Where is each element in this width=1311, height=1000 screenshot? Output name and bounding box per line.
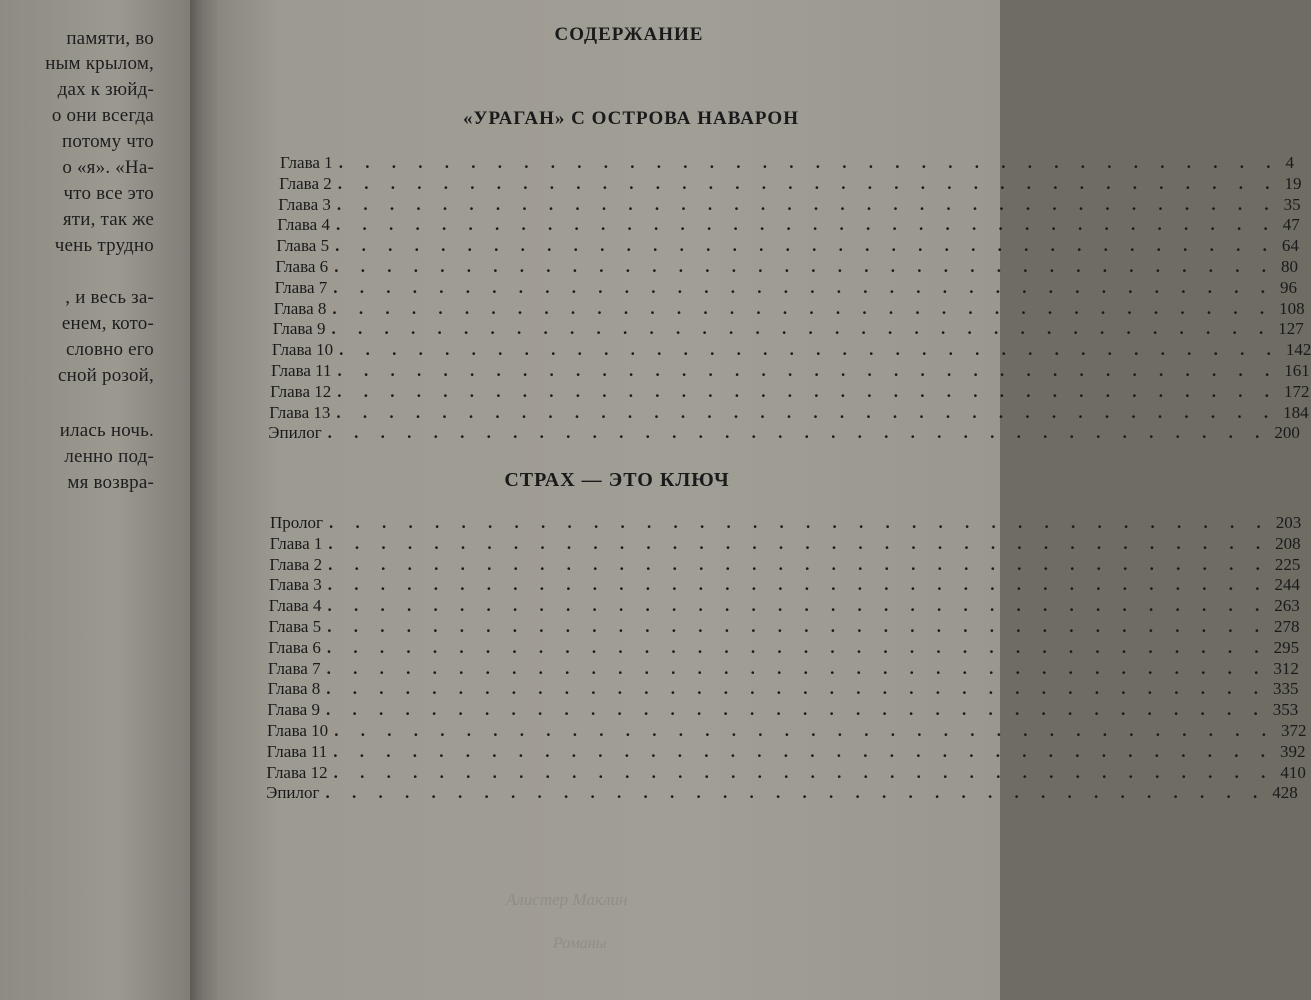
left-page-text-line: илась ночь. [59, 420, 154, 441]
toc-entry-label: Эпилог [266, 783, 320, 803]
toc-entry-label: Глава 9 [272, 319, 326, 339]
toc-leader-dots: . . . . . . . . . . . . . . . . . . . . . . . . . . . . . . . . . . . . [327, 423, 1269, 443]
toc-entry [267, 679, 1299, 700]
toc-entry [270, 381, 1310, 403]
toc-entry-label: Глава 3 [269, 575, 322, 595]
toc-entry [276, 236, 1299, 257]
left-page-text-line: енем, кото- [61, 313, 154, 334]
toc-entry-page-number: 278 [1273, 617, 1300, 636]
toc-entry [273, 298, 1305, 320]
toc-entry [269, 575, 1301, 596]
toc-leader-dots: . . . . . . . . . . . . . . . . . . . . . . . . . . . . . . . . . . . . [333, 741, 1274, 761]
toc-entry [268, 423, 1300, 444]
toc-entry-page-number: 200 [1274, 423, 1300, 443]
toc-entry-label: Глава 10 [267, 721, 329, 740]
toc-entry-page-number: 372 [1280, 721, 1307, 740]
toc-leader-dots: . . . . . . . . . . . . . . . . . . . . . . . . . . . . . . . . . . . . [336, 402, 1278, 422]
toc-entry [266, 783, 1298, 804]
toc-leader-dots: . . . . . . . . . . . . . . . . . . . . . . . . . . . . . . . . . . . . [334, 721, 1275, 740]
toc-entry-page-number: 203 [1275, 513, 1302, 532]
toc-entry-page-number: 47 [1282, 215, 1300, 235]
toc-entry [266, 741, 1306, 763]
toc-entry-page-number: 335 [1273, 679, 1299, 699]
section-title: СТРАХ — ЭТО КЛЮЧ [504, 469, 730, 491]
toc-entry-label: Глава 1 [269, 533, 323, 553]
toc-entry-label: Глава 4 [277, 215, 330, 235]
toc-entry-page-number: 108 [1279, 298, 1305, 318]
toc-entry-page-number: 127 [1278, 319, 1304, 339]
bleed-through-author: Алистер Маклин [506, 890, 628, 909]
bleed-through-subtitle: Романы [553, 935, 607, 952]
toc-entry [278, 194, 1301, 216]
toc-entry [268, 596, 1300, 617]
toc-entry [268, 637, 1300, 659]
toc-entry-page-number: 35 [1283, 194, 1301, 214]
toc-entry-label: Глава 2 [279, 173, 332, 193]
toc-leader-dots: . . . . . . . . . . . . . . . . . . . . . . . . . . . . . . . . . . . . [325, 783, 1267, 803]
toc-entry-label: Глава 8 [273, 298, 327, 318]
left-page-text-line: ным крылом, [45, 53, 154, 74]
left-page-text-line: о они всегда [51, 105, 154, 126]
toc-entry-label: Глава 6 [268, 637, 321, 657]
toc-entry [267, 700, 1299, 721]
toc-leader-dots: . . . . . . . . . . . . . . . . . . . . . . . . . . . . . . . . . . . . [337, 361, 1279, 380]
left-page-text-line: сной розой, [57, 365, 154, 386]
toc-entry-page-number: 161 [1284, 361, 1310, 380]
toc-entry-label: Глава 5 [276, 236, 330, 256]
toc-entry [266, 762, 1306, 784]
toc-leader-dots: . . . . . . . . . . . . . . . . . . . . . . . . . . . . . . . . . . . . [333, 762, 1275, 782]
toc-entry [271, 340, 1311, 361]
toc-leader-dots: . . . . . . . . . . . . . . . . . . . . . . . . . . . . . . . . . . . . [328, 554, 1269, 574]
toc-entry-page-number: 428 [1272, 783, 1298, 803]
toc-entry [274, 277, 1298, 299]
left-page-text-line: дах к зюйд- [57, 79, 154, 100]
section-title: «УРАГАН» С ОСТРОВА НАВАРОН [463, 108, 799, 129]
toc-entry-page-number: 392 [1279, 741, 1306, 761]
toc-entry [267, 658, 1299, 680]
left-page-text-line: словно его [65, 339, 154, 360]
toc-entry-page-number: 80 [1280, 257, 1298, 276]
left-page-text-line: чень трудно [54, 235, 154, 256]
toc-entry-page-number: 410 [1280, 762, 1306, 782]
toc-entry-label: Глава 7 [274, 277, 328, 297]
toc-entry-page-number: 184 [1283, 402, 1309, 422]
toc-leader-dots: . . . . . . . . . . . . . . . . . . . . . . . . . . . . . . . . . . . . [339, 340, 1280, 360]
left-page-text-line: потому что [62, 131, 154, 152]
left-page-text-line: мя возвра- [67, 472, 154, 493]
toc-entry-label: Глава 8 [267, 679, 321, 699]
toc-entry-page-number: 64 [1281, 236, 1299, 256]
toc-entry [271, 361, 1310, 382]
toc-entry-label: Глава 2 [269, 554, 323, 574]
toc-entry-label: Глава 3 [278, 194, 331, 214]
toc-entry-label: Глава 13 [269, 402, 331, 422]
toc-leader-dots: . . . . . . . . . . . . . . . . . . . . . . . . . . . . . . . . . . . . [337, 381, 1279, 401]
toc-leader-dots: . . . . . . . . . . . . . . . . . . . . . . . . . . . . . . . . . . . . [328, 533, 1270, 553]
toc-leader-dots: . . . . . . . . . . . . . . . . . . . . . . . . . . . . . . . . . . . . [334, 257, 1275, 276]
left-page-text-line: ленно под- [64, 446, 154, 467]
toc-entry-page-number: 312 [1273, 658, 1299, 678]
left-page-text-line: яти, так же [62, 209, 154, 230]
toc-entry-page-number: 172 [1284, 381, 1310, 401]
toc-entry [280, 153, 1294, 174]
left-page-text-line: , и весь за- [65, 287, 154, 308]
toc-entry-page-number: 225 [1274, 554, 1301, 574]
left-page-text-line: о «я». «На- [62, 157, 154, 178]
toc-leader-dots: . . . . . . . . . . . . . . . . . . . . . . . . . . . . . . . . . . . . [335, 236, 1276, 256]
toc-entry [268, 617, 1300, 638]
toc-entry [279, 173, 1302, 195]
toc-entry [269, 402, 1309, 424]
toc-entry [269, 554, 1301, 576]
toc-leader-dots: . . . . . . . . . . . . . . . . . . . . . . . . . . . . . . . . . . . . [336, 194, 1278, 214]
left-page-text-line: памяти, во [66, 28, 154, 49]
toc-entry [277, 215, 1300, 236]
toc-leader-dots: . . . . . . . . . . . . . . . . . . . . . . . . . . . . . . . . . . . . [327, 575, 1269, 595]
toc-leader-dots: . . . . . . . . . . . . . . . . . . . . . . . . . . . . . . . . . . . . [326, 658, 1268, 678]
toc-leader-dots: . . . . . . . . . . . . . . . . . . . . . . . . . . . . . . . . . . . . [325, 700, 1267, 720]
contents-title: СОДЕРЖАНИЕ [554, 24, 704, 45]
toc-entry-label: Глава 6 [275, 257, 329, 276]
toc-entry [270, 513, 1302, 534]
toc-leader-dots: . . . . . . . . . . . . . . . . . . . . . . . . . . . . . . . . . . . . [326, 679, 1268, 699]
toc-entry-label: Глава 11 [266, 741, 328, 761]
toc-entry-page-number: 19 [1284, 173, 1302, 193]
left-page [0, 0, 192, 1000]
toc-leader-dots: . . . . . . . . . . . . . . . . . . . . . . . . . . . . . . . . . . . . [331, 319, 1273, 339]
toc-leader-dots: . . . . . . . . . . . . . . . . . . . . . . . . . . . . . . . . . . . . [332, 298, 1274, 318]
toc-entry-label: Эпилог [268, 423, 322, 443]
toc-entry-label: Пролог [270, 513, 324, 532]
toc-entry-page-number: 4 [1285, 153, 1294, 172]
toc-leader-dots: . . . . . . . . . . . . . . . . . . . . . . . . . . . . . . . . . . . . [329, 513, 1270, 532]
toc-leader-dots: . . . . . . . . . . . . . . . . . . . . . . . . . . . . . . . . . . . . [338, 153, 1280, 172]
toc-entry-label: Глава 1 [280, 153, 333, 172]
toc-entry-label: Глава 7 [267, 658, 321, 678]
toc-leader-dots: . . . . . . . . . . . . . . . . . . . . . . . . . . . . . . . . . . . . [333, 277, 1275, 297]
toc-entry-label: Глава 9 [267, 700, 320, 720]
toc-entry-page-number: 208 [1275, 533, 1301, 553]
toc-entry [269, 533, 1301, 555]
toc-entry-label: Глава 12 [266, 762, 328, 782]
toc-entry-page-number: 295 [1273, 637, 1300, 657]
toc-entry-page-number: 353 [1272, 700, 1299, 720]
toc-leader-dots: . . . . . . . . . . . . . . . . . . . . . . . . . . . . . . . . . . . . [327, 596, 1269, 616]
toc-entry [272, 319, 1304, 340]
toc-leader-dots: . . . . . . . . . . . . . . . . . . . . . . . . . . . . . . . . . . . . [337, 173, 1279, 193]
right-page [218, 0, 1311, 1000]
toc-entry-label: Глава 5 [268, 617, 322, 636]
book-gutter [190, 0, 220, 1000]
toc-entry-page-number: 263 [1274, 596, 1300, 616]
toc-leader-dots: . . . . . . . . . . . . . . . . . . . . . . . . . . . . . . . . . . . . [335, 215, 1277, 235]
toc-entry-page-number: 96 [1280, 277, 1298, 297]
toc-entry-label: Глава 10 [271, 340, 334, 360]
toc-entry-page-number: 244 [1274, 575, 1301, 595]
toc-entry-label: Глава 12 [270, 381, 332, 401]
toc-entry-label: Глава 4 [268, 596, 322, 616]
toc-entry-label: Глава 11 [271, 361, 332, 380]
toc-entry [275, 257, 1298, 278]
toc-entry [267, 721, 1307, 742]
toc-leader-dots: . . . . . . . . . . . . . . . . . . . . . . . . . . . . . . . . . . . . [327, 617, 1268, 636]
toc-entry-page-number: 142 [1285, 340, 1311, 360]
left-page-text-line: что все это [63, 183, 154, 204]
toc-leader-dots: . . . . . . . . . . . . . . . . . . . . . . . . . . . . . . . . . . . . [326, 637, 1268, 657]
